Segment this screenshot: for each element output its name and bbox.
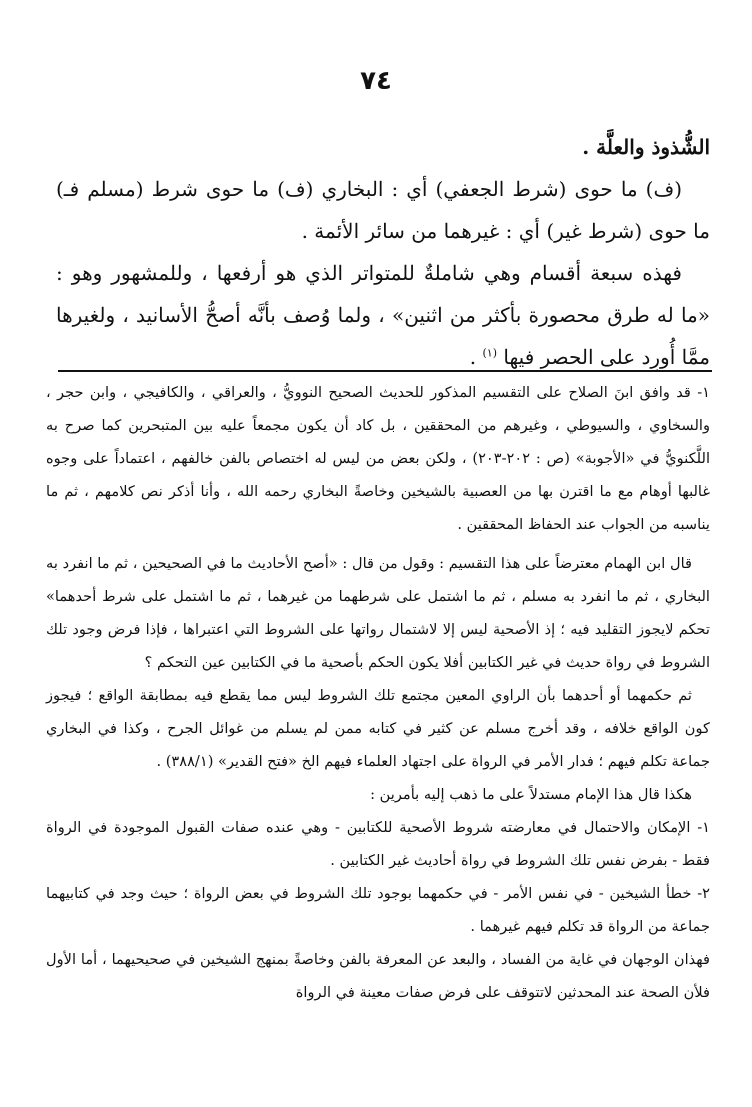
footnote-paragraph-5: ١- الإمكان والاحتمال في معارضته شروط الأصحية للكتابين - وهي عنده صفات القبول الموجودة في الرواة فقط - بفرض نفس تلك الشروط في رواة أحاديث غير الكتابين .: [46, 819, 710, 869]
main-text: [56, 126, 710, 378]
main-line-1: الشُّذوذ والعلَّة .: [582, 135, 710, 159]
footnote-paragraph-7: فهذان الوجهان في غاية من الفساد ، والبعد عن المعرفة بالفن وخاصةً بمنهج الشيخين في صحيحيهما ، أما الأول فلأن الصحة عند المحدثين لاتتوقف على فرض صفات معينة في الرواة: [46, 951, 710, 1001]
main-paragraph-2-end: .: [469, 345, 483, 369]
main-paragraph-2: [56, 252, 710, 378]
footnotes: [46, 376, 710, 1009]
footnote-paragraph-4: هكذا قال هذا الإمام مستدلاً على ما ذهب إليه بأمرين :: [370, 786, 692, 803]
footnote-reference[interactable]: (١): [482, 346, 497, 360]
footnote-1: ١- قد وافق ابنَ الصلاح على التقسيم المذكور للحديث الصحيح النوويُّ ، والعراقي ، والكافيجي ، وابن حجر ، والسخاوي ، والسيوطي ، وغيرهم من المحققين ، بل كاد أن يكون مجمعاً عليه بين المتبحرين كما صرح به اللَّكنويُّ في «الأجوبة» (ص : ٢٠٢-٢٠٣) ، ولكن بعض من ليس له اختصاص بالفن خالفهم ، اعتماداً على وجوه غالبها أوهام مع ما اقترن بها من العصبية بالشيخين وخاصةً البخاري رحمه الله ، وأنا أذكر نص كلامهم ، ثم ما يناسبه من الجواب عند الحفاظ المحققين .: [46, 384, 710, 533]
main-paragraph-2-text: فهذه سبعة أقسام وهي شاملةٌ للمتواتر الذي هو أرفعها ، وللمشهور وهو : «ما له طرق محصورة بأكثر من اثنين» ، ولما وُصف بأنَّه أصحُّ الأسانيد ، ولغيرها ممَّا أُورِد على الحصر فيها: [56, 261, 710, 369]
main-paragraph-1: (ف) ما حوى (شرط الجعفي) أي : البخاري (ف) ما حوى شرط (مسلم فـ) ما حوى (شرط غير) أي : غيرهما من سائر الأئمة .: [56, 177, 710, 243]
page-number: ٧٤: [360, 66, 392, 96]
footnote-paragraph-2: قال ابن الهمام معترضاً على هذا التقسيم : وقول من قال : «أصح الأحاديث ما في الصحيحين ، ثم ما انفرد به البخاري ، ثم ما انفرد به مسلم ، ثم ما اشتمل على شرطهما من غيرهما ، ثم ما اشتمل على شرط أحدهما» تحكم لايجوز التقليد فيه ؛ إذ الأصحية ليس إلا لاشتمال رواتها على الشروط التي اعتبراها ، فإذا فرض وجود تلك الشروط في رواة حديث في غير الكتابين أفلا يكون الحكم بأصحية ما في الكتابين عين التحكم ؟: [46, 555, 710, 671]
footnote-paragraph-3: ثم حكمهما أو أحدهما بأن الراوي المعين مجتمع تلك الشروط ليس مما يقطع فيه بمطابقة الواقع ؛ فيجوز كون الواقع خلافه ، وقد أخرج مسلم عن كثير في كتابه ممن لم يسلم من غوائل الجرح ، وكذا في البخاري جماعة تكلم فيهم ؛ فدار الأمر في الرواة على اجتهاد العلماء فيهم الخ «فتح القدير» (٣٨٨/١) .: [46, 687, 710, 770]
footnote-paragraph-6: ٢- خطأ الشيخين - في نفس الأمر - في حكمهما بوجود تلك الشروط في بعض الرواة ؛ حيث وجد في كتابيهما جماعة من الرواة قد تكلم فيهم غيرهما .: [46, 885, 710, 935]
footnote-divider: [58, 370, 712, 372]
